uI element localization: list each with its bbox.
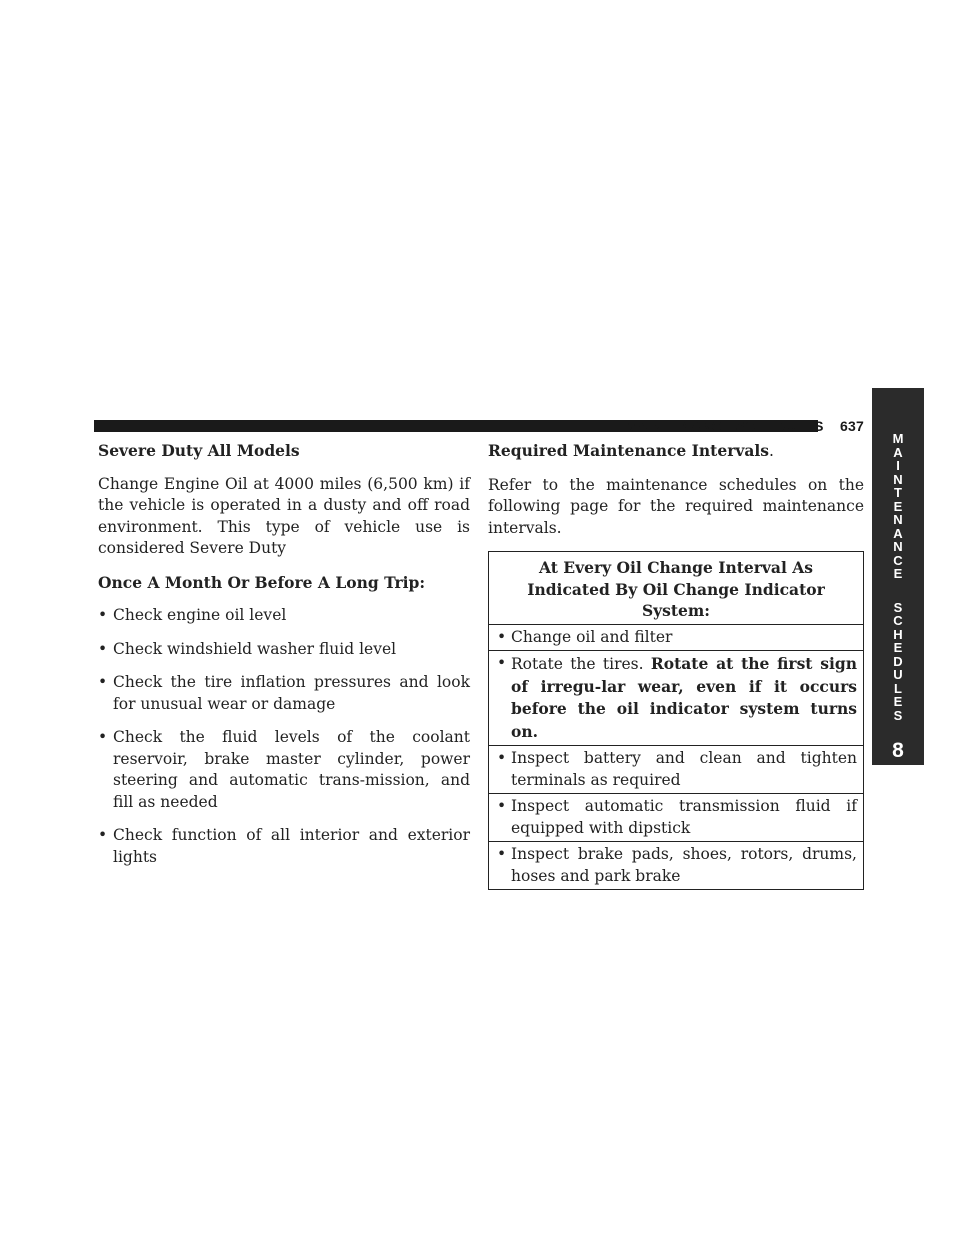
required-intervals-text: Refer to the maintenance schedules on the following page for the required maintenance intervals. (488, 475, 864, 537)
table-row-text: Inspect brake pads, shoes, rotors, drums, hoses and park brake (511, 845, 857, 885)
chapter-number: 8 (892, 739, 904, 762)
bullet-icon: • (497, 627, 507, 646)
tab-letter: N (893, 512, 903, 527)
table-row (489, 794, 863, 842)
oil-change-interval-table (488, 551, 864, 890)
severe-duty-heading: Severe Duty All Models (98, 441, 300, 460)
table-row (489, 746, 863, 794)
list-item (98, 727, 470, 813)
table-row-text: Rotate the tires. (511, 655, 651, 673)
table-row-text: Change oil and filter (511, 627, 673, 646)
tab-letter: E (893, 640, 903, 655)
bullet-icon: • (98, 826, 108, 844)
page-number: 637 (840, 418, 864, 434)
monthly-checklist (98, 605, 470, 868)
tab-gap (872, 581, 924, 601)
table-row (489, 842, 863, 889)
heading-period: . (769, 442, 774, 460)
chapter-tab (872, 388, 924, 765)
table-row-text: Inspect automatic transmission fluid if equipped with dipstick (511, 797, 857, 837)
table-row-text: Inspect battery and clean and tighten terminals as required (511, 749, 857, 789)
tab-letter: L (894, 680, 902, 696)
tab-letter: S (893, 599, 903, 615)
table-row-emphasis: Rotate at the first sign of irregu-lar wear, even if it occurs before the oil indicator system turns on. (511, 654, 857, 741)
monthly-heading: Once A Month Or Before A Long Trip: (98, 572, 426, 592)
bullet-icon: • (497, 845, 507, 863)
bullet-icon: • (497, 749, 507, 767)
running-header (626, 418, 864, 434)
bullet-icon: • (98, 673, 108, 691)
tab-letter: E (893, 566, 903, 581)
bullet-icon: • (98, 606, 108, 624)
list-item (98, 825, 470, 868)
tab-letter: C (893, 552, 903, 568)
tab-letter: C (893, 613, 903, 628)
bullet-icon: • (98, 728, 108, 746)
table-row (489, 625, 863, 652)
required-intervals-heading-line (488, 440, 864, 463)
tab-letter: A (893, 525, 903, 541)
required-intervals-heading: Required Maintenance Intervals (488, 441, 770, 460)
bullet-icon: • (497, 797, 507, 815)
table-row (489, 651, 863, 746)
tab-letter: A (893, 444, 903, 460)
tab-letter: I (896, 458, 900, 473)
list-item (98, 605, 470, 627)
tab-letter: E (893, 498, 903, 514)
list-item (98, 672, 470, 715)
tab-letter: N (893, 539, 903, 554)
chapter-tab-label (872, 432, 924, 722)
list-item-text: Check the tire inflation pressures and look for unusual wear or damage (113, 673, 470, 713)
tab-letter: M (892, 431, 904, 446)
list-item-text: Check windshield washer fluid level (113, 639, 397, 658)
tab-letter: U (893, 667, 903, 682)
tab-letter: T (894, 485, 902, 500)
tab-letter: H (893, 626, 903, 642)
tab-letter: E (893, 694, 903, 709)
bullet-icon: • (497, 654, 507, 672)
list-item-text: Check function of all interior and exterior lights (113, 826, 470, 866)
table-header: At Every Oil Change Interval As Indicated By Oil Change Indicator System: (489, 552, 863, 625)
severe-duty-text: Change Engine Oil at 4000 miles (6,500 km) if the vehicle is operated in a dusty and off road environment. This type of vehicle use is considered Severe Duty (98, 474, 470, 557)
left-column (98, 440, 470, 880)
tab-letter: D (893, 653, 903, 669)
right-column (488, 440, 864, 890)
section-title: MAINTENANCE SCHEDULES (625, 418, 824, 434)
tab-letter: N (893, 471, 903, 487)
bullet-icon: • (98, 639, 108, 658)
list-item (98, 639, 470, 661)
list-item-text: Check engine oil level (113, 606, 287, 624)
tab-letter: S (893, 707, 903, 723)
list-item-text: Check the fluid levels of the coolant reservoir, brake master cylinder, power steering and automatic trans-mission, and fill as needed (113, 728, 470, 811)
